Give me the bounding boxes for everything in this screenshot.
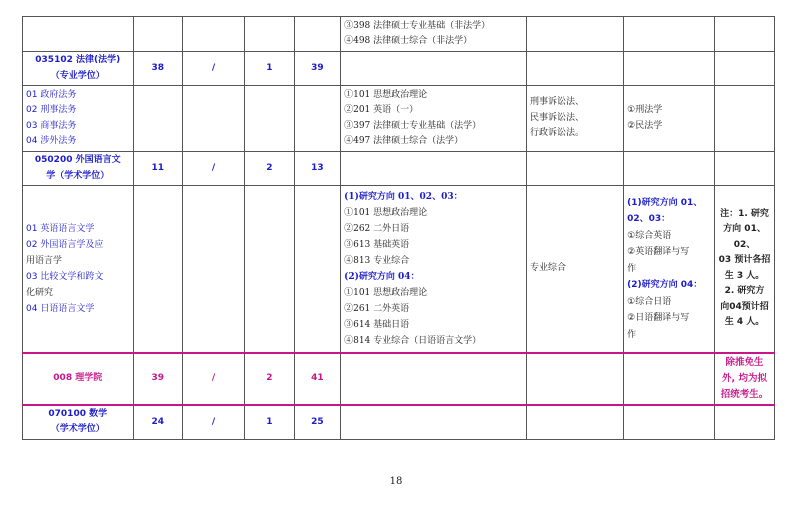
recommended-count: 2 — [245, 353, 295, 405]
enroll-count: 25 — [294, 405, 340, 440]
total-count: 39 — [133, 353, 183, 405]
table-row — [23, 353, 775, 405]
research-directions: 01 英语语言文学 02 外国语言学及应 用语言学 03 比较文学和跨文 化研究 04 日语语言文学 — [23, 186, 134, 353]
research-directions: 01 政府法务 02 刑事法务 03 商事法务 04 涉外法务 — [23, 86, 134, 152]
exempt-count: / — [183, 52, 245, 86]
enroll-count: 41 — [294, 353, 340, 405]
retest-subjects: 刑事诉讼法、 民事诉讼法、 行政诉讼法。 — [527, 86, 624, 152]
enrollment-table — [22, 16, 775, 440]
table-row — [23, 152, 775, 186]
total-count: 11 — [133, 152, 183, 186]
table-row — [23, 17, 775, 52]
college-name: 008 理学院 — [23, 353, 134, 405]
major-name: 050200 外国语言文 学（学术学位） — [23, 152, 134, 186]
extra-subjects: (1)研究方向 01、 02、03： ①综合英语 ②英语翻译与写 作 (2)研究方向 04： ①综合日语 ②日语翻译与写 作 — [624, 186, 715, 353]
enroll-count: 13 — [294, 152, 340, 186]
exempt-count: / — [183, 405, 245, 440]
table-row — [23, 52, 775, 86]
recommended-count: 2 — [245, 152, 295, 186]
recommended-count: 1 — [245, 405, 295, 440]
major-name: 035102 法律(法学) （专业学位） — [23, 52, 134, 86]
table-row — [23, 186, 775, 353]
exam-subjects-cell: ③398 法律硕士专业基础（非法学） ④498 法律硕士综合（非法学） — [341, 17, 527, 52]
remark-note: 除推免生 外, 均为拟 招统考生。 — [715, 353, 775, 405]
extra-subjects: ①刑法学 ②民法学 — [624, 86, 715, 152]
exempt-count: / — [183, 152, 245, 186]
table-row — [23, 86, 775, 152]
remark-note: 注：1. 研究 方向 01、02、 03 预计各招 生 3 人。 2. 研究方 向04预计招 生 4 人。 — [715, 186, 775, 353]
total-count: 38 — [133, 52, 183, 86]
total-count: 24 — [133, 405, 183, 440]
exam-subjects-cell: (1)研究方向 01、02、03： ①101 思想政治理论 ②262 二外日语 ③613 基础英语 ④813 专业综合 (2)研究方向 04： ①101 思想政治理论 ②261 二外英语 ③614 基础日语 ④814 专业综合（日语语言文学） — [341, 186, 527, 353]
recommended-count: 1 — [245, 52, 295, 86]
retest-subjects: 专业综合 — [527, 186, 624, 353]
major-name: 070100 数学 （学术学位） — [23, 405, 134, 440]
exempt-count: / — [183, 353, 245, 405]
page-number: 18 — [389, 476, 403, 487]
exam-subjects-cell: ①101 思想政治理论 ②201 英语（一） ③397 法律硕士专业基础（法学） ④497 法律硕士综合（法学） — [341, 86, 527, 152]
table-row — [23, 405, 775, 440]
enroll-count: 39 — [294, 52, 340, 86]
